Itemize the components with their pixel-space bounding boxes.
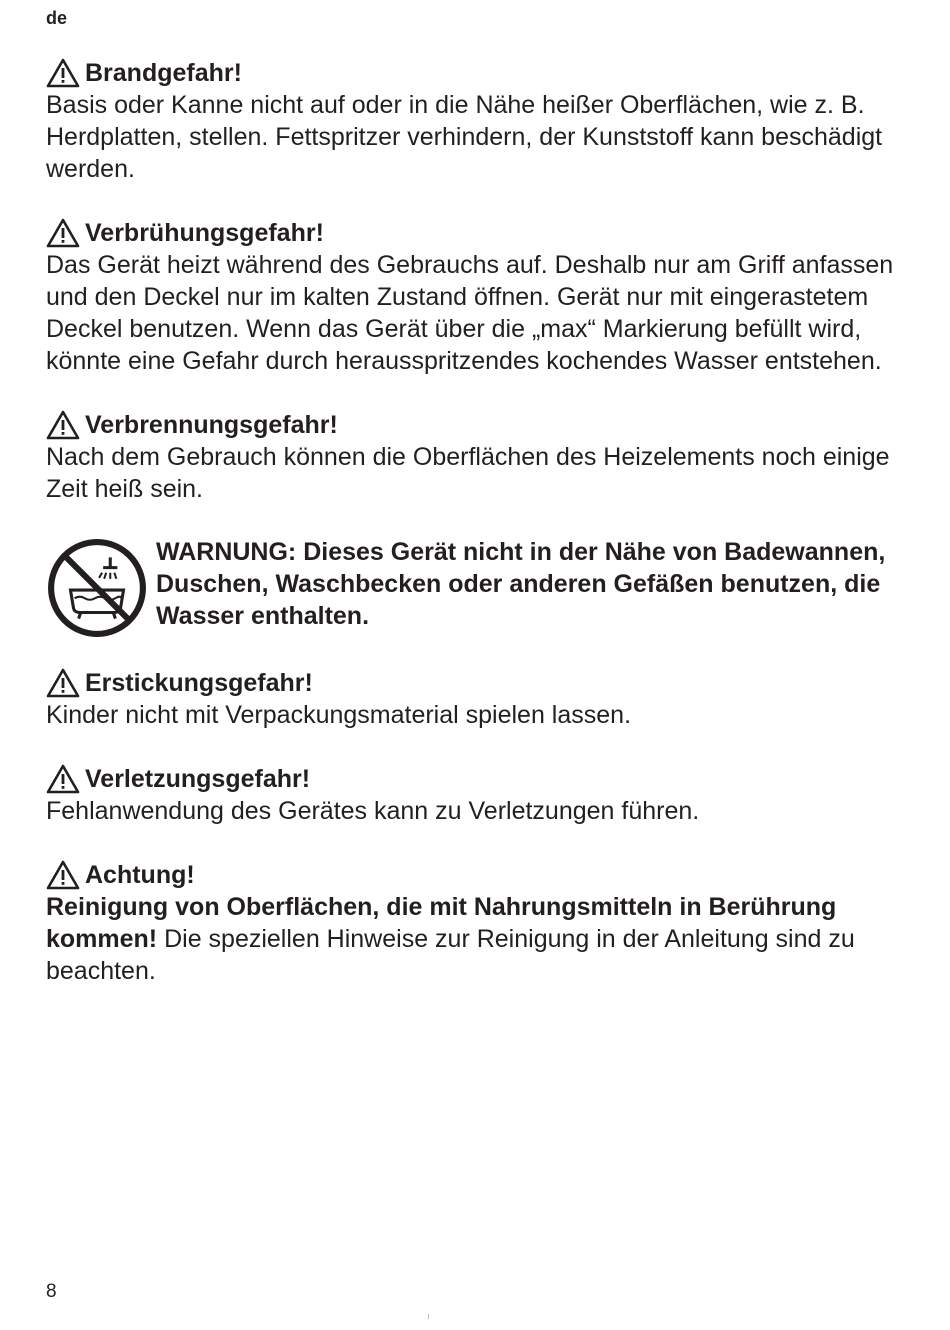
section-heading — [46, 667, 926, 699]
section-attention — [46, 859, 926, 987]
section-text: Basis oder Kanne nicht auf oder in die Nähe heißer Oberflächen, wie z. B. Herdplatten, stellen. Fettspritzer verhindern, der Kunststoff kann beschädigt werden. — [46, 91, 883, 183]
section-title: Erstickungsgefahr! — [85, 669, 313, 697]
warning-triangle-icon — [46, 860, 80, 890]
section-scald-hazard — [46, 217, 926, 377]
water-warning — [46, 537, 926, 639]
warning-triangle-icon — [46, 668, 80, 698]
safety-content — [46, 57, 926, 1019]
warning-triangle-icon — [46, 218, 80, 248]
section-title: Brandgefahr! — [85, 59, 242, 87]
section-title: Verbrühungsgefahr! — [85, 219, 324, 247]
section-heading — [46, 409, 926, 441]
section-title: Verletzungsgefahr! — [85, 765, 311, 793]
page-number: 8 — [46, 1281, 57, 1302]
warning-triangle-icon — [46, 410, 80, 440]
section-text: Nach dem Gebrauch können die Oberflächen des Heizelements noch einige Zeit heiß sein. — [46, 443, 890, 503]
section-heading — [46, 57, 926, 89]
section-burn-hazard — [46, 409, 926, 505]
section-heading — [46, 217, 926, 249]
section-bold-text: Reinigung von Oberflächen, die mit Nahrungsmitteln in Berührung kommen! — [46, 893, 837, 953]
no-bathtub-icon — [46, 537, 148, 639]
section-text: Kinder nicht mit Verpackungsmaterial spielen lassen. — [46, 701, 632, 729]
section-text: Das Gerät heizt während des Gebrauchs auf. Deshalb nur am Griff anfassen und den Deckel nur im kalten Zustand öffnen. Gerät nur mit eingerastetem Deckel benutzen. Wenn das Gerät über die „max“ Markierung befüllt wird, könnte eine Gefahr durch herausspritzendes kochendes Wasser entstehen. — [46, 251, 894, 375]
section-text: Fehlanwendung des Gerätes kann zu Verletzungen führen. — [46, 797, 700, 825]
section-heading — [46, 763, 926, 795]
section-suffocation-hazard — [46, 667, 926, 731]
warning-triangle-icon — [46, 58, 80, 88]
warning-triangle-icon — [46, 764, 80, 794]
section-heading — [46, 859, 926, 891]
warning-text: WARNUNG: Dieses Gerät nicht in der Nähe von Badewannen, Duschen, Waschbecken oder anderen Gefäßen benutzen, die Wasser enthalten. — [156, 538, 886, 630]
section-text — [46, 891, 926, 987]
section-plain-text: Die speziellen Hinweise zur Reinigung in der Anleitung sind zu beachten. — [46, 925, 855, 985]
section-fire-hazard — [46, 57, 926, 185]
section-injury-hazard — [46, 763, 926, 827]
section-title: Verbrennungsgefahr! — [85, 411, 338, 439]
language-code: de — [46, 8, 68, 28]
page-mark — [428, 1314, 429, 1319]
section-title: Achtung! — [85, 861, 195, 889]
